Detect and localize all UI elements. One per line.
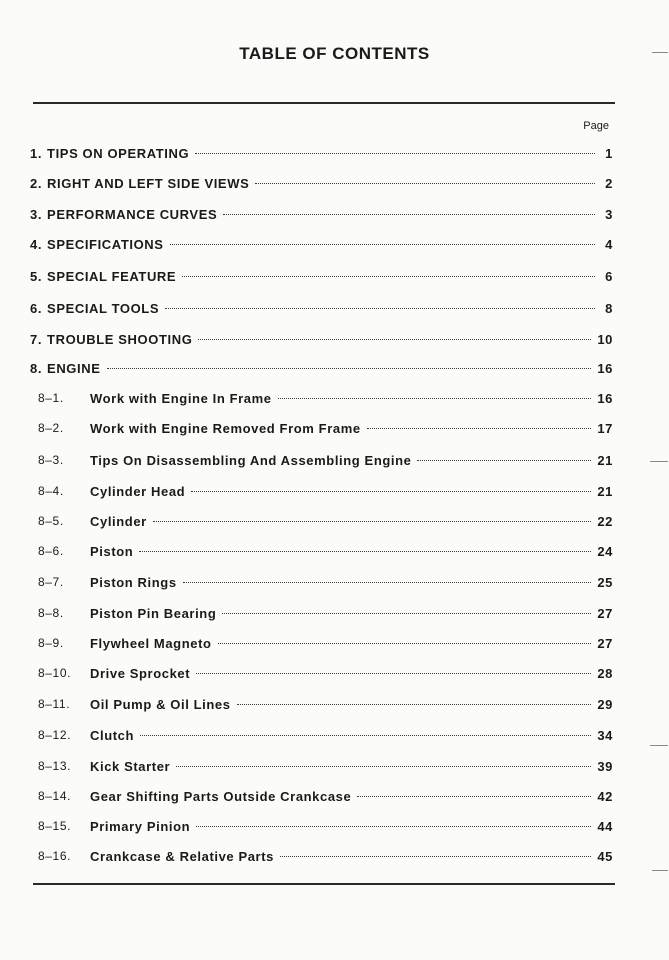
toc-entry-number: 8–10.	[38, 666, 72, 680]
toc-entry-number: 2.	[30, 175, 43, 191]
dot-leader	[255, 181, 595, 184]
dot-leader	[237, 702, 592, 705]
toc-entry-number: 8–1.	[38, 391, 64, 405]
page-column-label: Page	[583, 120, 609, 132]
toc-subentry	[38, 511, 613, 531]
toc-entry-page-number: 34	[597, 727, 613, 743]
toc-entry-number: 8–15.	[38, 819, 72, 833]
dot-leader	[139, 549, 591, 552]
toc-entry-title: TROUBLE SHOOTING	[47, 331, 193, 347]
toc-entry-title: Cylinder	[90, 513, 147, 529]
toc-subentry	[38, 541, 613, 561]
toc-entry-title: Piston	[90, 543, 134, 559]
toc-entry-title: SPECIFICATIONS	[47, 236, 164, 252]
dot-leader	[165, 306, 595, 309]
toc-entry-page-number: 16	[597, 390, 613, 406]
dot-leader	[223, 212, 595, 215]
toc-entry	[30, 358, 613, 378]
dot-leader	[153, 519, 592, 522]
toc-entry	[30, 329, 613, 349]
toc-entry-page-number: 3	[605, 206, 613, 222]
toc-entry-page-number: 25	[597, 574, 613, 590]
dot-leader	[176, 764, 591, 767]
toc-entry	[30, 266, 613, 286]
dot-leader	[195, 151, 595, 154]
toc-entry-title: SPECIAL TOOLS	[47, 300, 160, 316]
toc-entry-title: TIPS ON OPERATING	[47, 145, 190, 161]
toc-entry-number: 1.	[30, 145, 43, 161]
toc-entry-title: Piston Pin Bearing	[90, 605, 217, 621]
scan-mark	[650, 745, 668, 746]
toc-entry-title: SPECIAL FEATURE	[47, 268, 177, 284]
toc-entry-page-number: 45	[597, 848, 613, 864]
toc-entry	[30, 173, 613, 193]
dot-leader	[140, 733, 591, 736]
toc-entry-title: Tips On Disassembling And Assembling Engine	[90, 452, 412, 468]
dot-leader	[222, 611, 591, 614]
toc-subentry	[38, 786, 613, 806]
toc-entry-page-number: 29	[597, 696, 613, 712]
toc-entry-title: ENGINE	[47, 360, 101, 376]
bottom-rule	[33, 883, 615, 885]
toc-entry-number: 8–11.	[38, 697, 71, 711]
toc-subentry	[38, 572, 613, 592]
toc-entry-number: 5.	[30, 268, 43, 284]
dot-leader	[417, 458, 591, 461]
toc-entry-number: 8–8.	[38, 606, 64, 620]
toc-entry-page-number: 1	[605, 145, 613, 161]
toc-entry-number: 8–7.	[38, 575, 64, 589]
toc-entry-page-number: 6	[605, 268, 613, 284]
toc-entry-page-number: 8	[605, 300, 613, 316]
toc-entry-number: 6.	[30, 300, 43, 316]
toc-entry-page-number: 27	[597, 635, 613, 651]
scan-mark	[650, 461, 668, 462]
toc-entry-title: Flywheel Magneto	[90, 635, 212, 651]
toc-subentry	[38, 725, 613, 745]
toc-entry-title: Kick Starter	[90, 758, 171, 774]
toc-entry-title: Crankcase & Relative Parts	[90, 848, 274, 864]
scan-mark	[652, 52, 668, 53]
toc-entry-page-number: 27	[597, 605, 613, 621]
toc-entry-page-number: 22	[597, 513, 613, 529]
toc-entry-number: 8–12.	[38, 728, 72, 742]
dot-leader	[280, 854, 591, 857]
toc-subentry	[38, 450, 613, 470]
dot-leader	[196, 671, 591, 674]
dot-leader	[278, 396, 592, 399]
toc-entry-page-number: 28	[597, 665, 613, 681]
toc-subentry	[38, 694, 613, 714]
toc-entry	[30, 204, 613, 224]
dot-leader	[196, 824, 591, 827]
dot-leader	[198, 337, 591, 340]
dot-leader	[170, 242, 595, 245]
toc-entry-page-number: 21	[597, 483, 613, 499]
toc-entry-page-number: 16	[597, 360, 613, 376]
dot-leader	[218, 641, 592, 644]
toc-entry-number: 7.	[30, 331, 43, 347]
toc-entry-title: Work with Engine In Frame	[90, 390, 272, 406]
page-title: TABLE OF CONTENTS	[239, 44, 430, 63]
dot-leader	[367, 426, 592, 429]
dot-leader	[191, 489, 591, 492]
toc-entry-number: 4.	[30, 236, 43, 252]
dot-leader	[107, 366, 592, 369]
toc-entry-title: Clutch	[90, 727, 135, 743]
toc-entry-number: 8–14.	[38, 789, 72, 803]
scan-mark	[652, 870, 668, 871]
dot-leader	[182, 274, 595, 277]
toc-entry-page-number: 42	[597, 788, 613, 804]
toc-entry-number: 3.	[30, 206, 43, 222]
toc-subentry	[38, 481, 613, 501]
toc-entry-number: 8–13.	[38, 759, 72, 773]
toc-entry-title: Work with Engine Removed From Frame	[90, 420, 361, 436]
toc-entry-title: Primary Pinion	[90, 818, 191, 834]
toc-entry-number: 8–3.	[38, 453, 64, 467]
dot-leader	[357, 794, 591, 797]
toc-entry-page-number: 24	[597, 543, 613, 559]
toc-subentry	[38, 663, 613, 683]
toc-subentry	[38, 418, 613, 438]
toc-entry-title: Oil Pump & Oil Lines	[90, 696, 231, 712]
toc-entry-title: PERFORMANCE CURVES	[47, 206, 218, 222]
toc-entry-title: Cylinder Head	[90, 483, 186, 499]
toc-entry-page-number: 39	[597, 758, 613, 774]
toc-entry	[30, 234, 613, 254]
toc-entry-page-number: 10	[597, 331, 613, 347]
dot-leader	[183, 580, 592, 583]
toc-entry-page-number: 4	[605, 236, 613, 252]
toc-entry-number: 8.	[30, 360, 43, 376]
toc-subentry	[38, 816, 613, 836]
toc-subentry	[38, 388, 613, 408]
toc-entry-number: 8–6.	[38, 544, 64, 558]
toc-entry-title: RIGHT AND LEFT SIDE VIEWS	[47, 175, 250, 191]
toc-entry	[30, 298, 613, 318]
toc-entry-number: 8–4.	[38, 484, 64, 498]
toc-entry-number: 8–2.	[38, 421, 64, 435]
toc-subentry	[38, 846, 613, 866]
toc-entry-page-number: 17	[597, 420, 613, 436]
toc-entry	[30, 143, 613, 163]
toc-subentry	[38, 633, 613, 653]
toc-subentry	[38, 756, 613, 776]
toc-entry-title: Piston Rings	[90, 574, 177, 590]
toc-entry-page-number: 44	[597, 818, 613, 834]
toc-subentry	[38, 603, 613, 623]
toc-entry-title: Gear Shifting Parts Outside Crankcase	[90, 788, 352, 804]
toc-entry-number: 8–9.	[38, 636, 64, 650]
toc-entry-number: 8–16.	[38, 849, 72, 863]
toc-entry-page-number: 21	[597, 452, 613, 468]
toc-entry-title: Drive Sprocket	[90, 665, 191, 681]
toc-entry-page-number: 2	[605, 175, 613, 191]
toc-entry-number: 8–5.	[38, 514, 64, 528]
